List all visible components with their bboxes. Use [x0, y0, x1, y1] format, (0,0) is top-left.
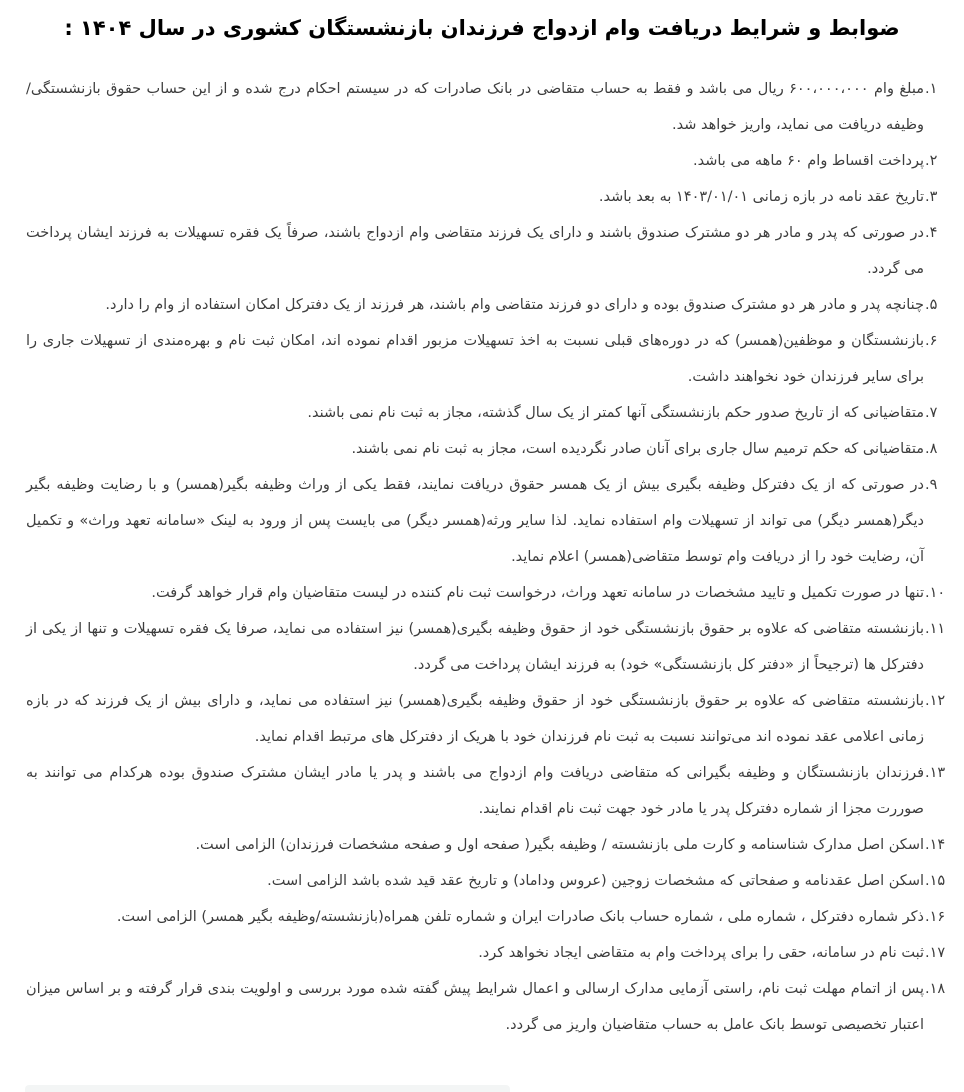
- rule-item: [26, 215, 950, 287]
- rule-item-number: ۱۶.: [925, 908, 946, 925]
- rules-list: [26, 71, 950, 1043]
- rule-item-number: ۱۷.: [925, 944, 946, 961]
- rule-item-number: ۱۸.: [925, 980, 946, 997]
- rule-item: [26, 827, 950, 863]
- rule-item-number: ۴.: [925, 224, 938, 241]
- rule-item: [26, 287, 950, 323]
- rule-item-text: متقاضیانی که از تاریخ صدور حکم بازنشستگی آنها کمتر از یک سال گذشته، مجاز به ثبت نام نمی باشند.: [307, 404, 924, 421]
- rule-item-number: ۲.: [925, 152, 938, 169]
- rule-item-text: بازنشسته متقاضی که علاوه بر حقوق بازنشستگی خود از حقوق وظیفه بگیری(همسر) نیز استفاده می نماید، صرفا یک فقره تسهیلات و تنها از یکی از دفترکل ها (ترجیحاً از «دفتر کل بازنشستگی» خود) به فرزند ایشان پرداخت می گردد.: [26, 620, 924, 673]
- rule-item: [26, 863, 950, 899]
- rule-item: [26, 935, 950, 971]
- rule-item: [26, 467, 950, 575]
- rule-item-text: ذکر شماره دفترکل ، شماره ملی ، شماره حساب بانک صادرات ایران و شماره تلفن همراه(بازنشسته/وظیفه بگیر همسر) الزامی است.: [116, 908, 924, 925]
- rule-item-text: تنها در صورت تکمیل و تایید مشخصات در سامانه تعهد وراث، درخواست ثبت نام کننده در لیست متقاضیان وام قرار خواهد گرفت.: [151, 584, 924, 601]
- rule-item-number: ۵.: [925, 296, 938, 313]
- rule-item: [26, 755, 950, 827]
- rule-item-number: ۷.: [925, 404, 938, 421]
- rule-item-number: ۱.: [925, 80, 938, 97]
- rule-item-number: ۱۲.: [925, 692, 946, 709]
- rule-item-number: ۹.: [925, 476, 938, 493]
- rule-item-text: پس از اتمام مهلت ثبت نام، راستی آزمایی مدارک ارسالی و اعمال شرایط پیش گفته شده مورد بررسی و اولویت بندی قرار گرفته و بر اساس میزان اعتبار تخصیصی توسط بانک عامل به حساب متقاضیان واریز می گردد.: [26, 980, 924, 1033]
- rule-item-text: اسکن اصل مدارک شناسنامه و کارت ملی بازنشسته / وظیفه بگیر( صفحه اول و صفحه مشخصات فرزندان) الزامی است.: [195, 836, 924, 853]
- rule-item-text: اسکن اصل عقدنامه و صفحاتی که مشخصات زوجین (عروس وداماد) و تاریخ عقد قید شده باشد الزامی است.: [267, 872, 924, 889]
- rule-item: [26, 899, 950, 935]
- rule-item-number: ۶.: [925, 332, 938, 349]
- rule-item: [26, 431, 950, 467]
- rule-item: [26, 971, 950, 1043]
- document-page: [0, 13, 964, 1092]
- document-title: ضوابط و شرایط دریافت وام ازدواج فرزندان بازنشستگان کشوری در سال ۱۴۰۴ :: [64, 16, 900, 40]
- rule-item-text: در صورتی که از یک دفترکل وظیفه بگیری بیش از یک همسر حقوق دریافت نمایند، فقط یکی از وراث وظیفه بگیر(همسر) و با رضایت وظیفه بگیر دیگر(همسر دیگر) می تواند از تسهیلات وام استفاده نماید. لذا سایر ورثه(همسر دیگر) می بایست پس از ورود به لینک «سامانه تعهد وراث» و تکمیل آن، رضایت خود را از دریافت وام توسط متقاضی(همسر) اعلام نماید.: [26, 476, 924, 565]
- rule-item: [26, 395, 950, 431]
- rule-item-text: بازنشسته متقاضی که علاوه بر حقوق بازنشستگی خود از حقوق وظیفه بگیری(همسر) نیز استفاده می نماید، و دارای بیش از یک فرزند که در بازه زمانی اعلامی عقد نموده اند می‌توانند نسبت به ثبت نام فرزندان خود با هریک از دفترکل های مرتبط اقدام نماید.: [26, 692, 924, 745]
- rule-item-text: مبلغ وام ۶۰۰،۰۰۰،۰۰۰ ریال می باشد و فقط به حساب متقاضی در بانک صادرات که در سیستم احکام درج شده و از این حساب حقوق بازنشستگی/ وظیفه دریافت می نماید، واریز خواهد شد.: [26, 80, 925, 133]
- rule-item-text: ثبت نام در سامانه، حقی را برای پرداخت وام به متقاضی ایجاد نخواهد کرد.: [478, 944, 924, 961]
- rule-item-text: چنانچه پدر و مادر هر دو مشترک صندوق بوده و دارای دو فرزند متقاضی وام باشند، هر فرزند از یک دفترکل امکان استفاده از وام را دارد.: [105, 296, 924, 313]
- rule-item-text: بازنشستگان و موظفین(همسر) که در دوره‌های قبلی نسبت به اخذ تسهیلات مزبور اقدام نموده اند، امکان ثبت نام و بهره‌مندی از تسهیلات جاری را برای سایر فرزندان خود نخواهند داشت.: [26, 332, 924, 385]
- rule-item: [26, 611, 950, 683]
- rule-item: [26, 71, 950, 143]
- rule-item-number: ۱۳.: [925, 764, 946, 781]
- rule-item-text: در صورتی که پدر و مادر هر دو مشترک صندوق باشند و دارای یک فرزند متقاضی وام ازدواج باشند، صرفاً یک فقره تسهیلات به فرزند ایشان پرداخت می گردد.: [26, 224, 924, 277]
- rule-item-number: ۸.: [925, 440, 938, 457]
- rule-item: [26, 323, 950, 395]
- rule-item-number: ۱۰.: [925, 584, 946, 601]
- rule-item-number: ۱۱.: [925, 620, 946, 637]
- rule-item: [26, 683, 950, 755]
- rule-item-number: ۱۵.: [925, 872, 946, 889]
- rule-item: [26, 179, 950, 215]
- rule-item: [26, 575, 950, 611]
- rule-item-text: متقاضیانی که حکم ترمیم سال جاری برای آنان صادر نگردیده است، مجاز به ثبت نام نمی باشند.: [351, 440, 924, 457]
- rule-item-text: فرزندان بازنشستگان و وظیفه بگیرانی که متقاضی دریافت وام ازدواج می باشند و پدر یا مادر ایشان مشترک صندوق بوده هرکدام می توانند به صوررت مجزا از شماره دفترکل پدر یا مادر خود جهت ثبت نام اقدام نمایند.: [26, 764, 924, 817]
- rule-item-text: پرداخت اقساط وام ۶۰ ماهه می باشد.: [693, 152, 924, 169]
- rule-item: [26, 143, 950, 179]
- rule-item-number: ۱۴.: [925, 836, 946, 853]
- cutoff-bottom-element: [25, 1085, 510, 1092]
- rule-item-number: ۳.: [925, 188, 938, 205]
- rule-item-text: تاریخ عقد نامه در بازه زمانی ۱۴۰۳/۰۱/۰۱ به بعد باشد.: [598, 188, 924, 205]
